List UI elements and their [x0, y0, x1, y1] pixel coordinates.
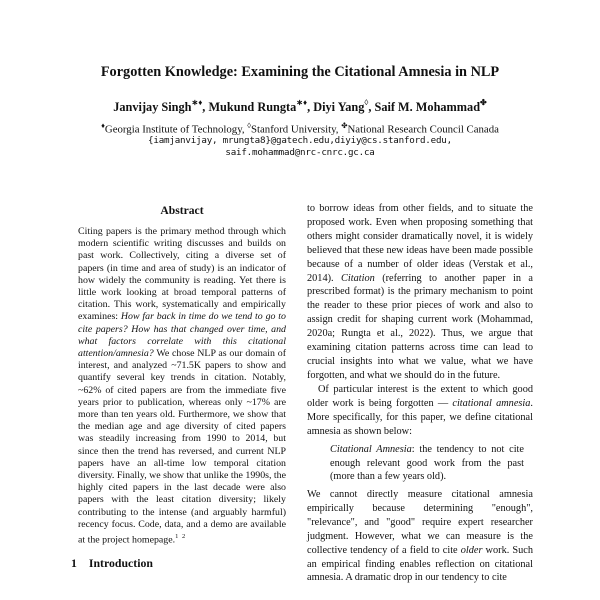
- abstract-run: We chose NLP as our domain of interest, and analyzed ~71.5K papers to show and quantify several key trends in citation. Notably, ~62% of cited papers are from the immediate five years prior to publication, whereas only ~17% are more than ten years old. Furthermore, we show that the median age and age diversity of cited papers was steadily increasing from 1990 to 2014, but since then the trend has reversed, and current NLP papers have an all-time low temporal citation diversity. Finally, we show that unlike the 1990s, the highly cited papers in the last decade were also papers with the least citation diversity; likely contributing to the intense (and arguably harmful) recency focus. Code, data, and a demo are available at the project homepage.: [78, 348, 286, 546]
- section-number: 1: [71, 555, 77, 570]
- affiliation-name: Georgia Institute of Technology,: [104, 123, 248, 136]
- body-paragraph-1: [307, 202, 533, 383]
- affiliation-name: Stanford University,: [251, 123, 342, 136]
- abstract-run: Citing papers is the primary method through which modern scientific writing discusses and builds on past work. Collectively, citing a diverse set of papers (in time and area of study) is an indicator of how widely the community is reading. Yet there is little work looking at broad temporal patterns of citation. This work, systematically and empirically examines:: [78, 226, 286, 323]
- author-affiliation-mark: ∗♦: [191, 98, 203, 107]
- paper-title: Forgotten Knowledge: Examining the Citational Amnesia in NLP: [100, 64, 500, 80]
- body-paragraph-3: [307, 488, 533, 585]
- affiliation-mark: ◊: [247, 121, 252, 130]
- author-separator: ,: [307, 100, 314, 115]
- footnote-marks: 1 2: [175, 533, 187, 541]
- affiliation-mark: ♦: [101, 121, 105, 130]
- paragraph-run-italic: Citation: [341, 272, 375, 284]
- author-affiliation-mark: ✤: [480, 98, 487, 107]
- section-heading-introduction: [71, 556, 293, 571]
- paragraph-run: We cannot directly measure citational amnesia empirically because determining "enough", "relevance", and "good" require expert researcher judgment. However, what we can measure is the collective tendency of a field to cite: [307, 489, 533, 556]
- quote-run: : the tendency to not cite enough relevant good work from the past (more than a few years old).: [330, 444, 524, 482]
- email-line-1: {iamjanvijay, mrungta8}@gatech.edu,diyiy@cs.stanford.edu,: [148, 135, 452, 146]
- paragraph-run-italic: citational amnesia: [452, 397, 531, 409]
- paragraph-run: . More specifically, for this paper, we define citational amnesia as shown below:: [307, 397, 533, 437]
- email-line-2: saif.mohammad@nrc-cnrc.gc.ca: [225, 147, 375, 158]
- column-left: [71, 202, 293, 571]
- section-title: Introduction: [88, 555, 153, 570]
- author-separator: ,: [202, 100, 209, 115]
- paragraph-run: to borrow ideas from other fields, and to situate the proposed work. Even when proposing something that others might consider dramatically novel, it is widely believed that these new ideas have been made possible because of a number of older ideas (Verstak et al., 2014).: [307, 203, 533, 284]
- affiliation-name: National Research Council Canada: [347, 123, 499, 136]
- column-right: [307, 202, 533, 585]
- author-name: Janvijay Singh: [113, 100, 192, 115]
- author-separator: ,: [368, 100, 375, 115]
- email-block: [20, 135, 580, 159]
- paragraph-run: Of particular interest is the extent to which good older work is being forgotten —: [307, 383, 533, 409]
- body-paragraph-2: [307, 383, 533, 439]
- paragraph-run-italic: older: [460, 544, 483, 556]
- quote-term-italic: Citational Amnesia: [330, 444, 412, 456]
- affiliation-line: [20, 121, 580, 136]
- abstract-run-italic: How far back in time do we tend to go to cite papers? How has that changed over time, and what factors correlate with this citational attention/amnesia?: [78, 311, 286, 360]
- author-name: Mukund Rungta: [208, 100, 297, 115]
- abstract-text: [78, 226, 286, 547]
- definition-quote: [330, 443, 524, 483]
- author-name: Saif M. Mohammad: [374, 100, 481, 115]
- paragraph-run: (referring to another paper in a prescribed format) is the primary mechanism to point the reader to these prior pieces of work and also to assign credit for shaping current work (Mohammad, 2020a; Rungta et al., 2022). Thus, we argue that examining citation patterns across time can lead to crucial insights into what we value, what we have forgotten, and what we should do in the future.: [307, 272, 533, 381]
- paragraph-run: work. Such an empirical finding enables reflection on citational amnesia. A dramatic drop in our tendency to cite: [307, 544, 533, 584]
- abstract-heading: Abstract: [160, 204, 204, 217]
- affiliation-mark: ✤: [341, 121, 348, 130]
- author-affiliation-mark: ∗♦: [296, 98, 308, 107]
- author-affiliation-mark: ◊: [364, 98, 369, 107]
- author-name: Diyi Yang: [313, 100, 365, 115]
- author-line: [20, 99, 580, 115]
